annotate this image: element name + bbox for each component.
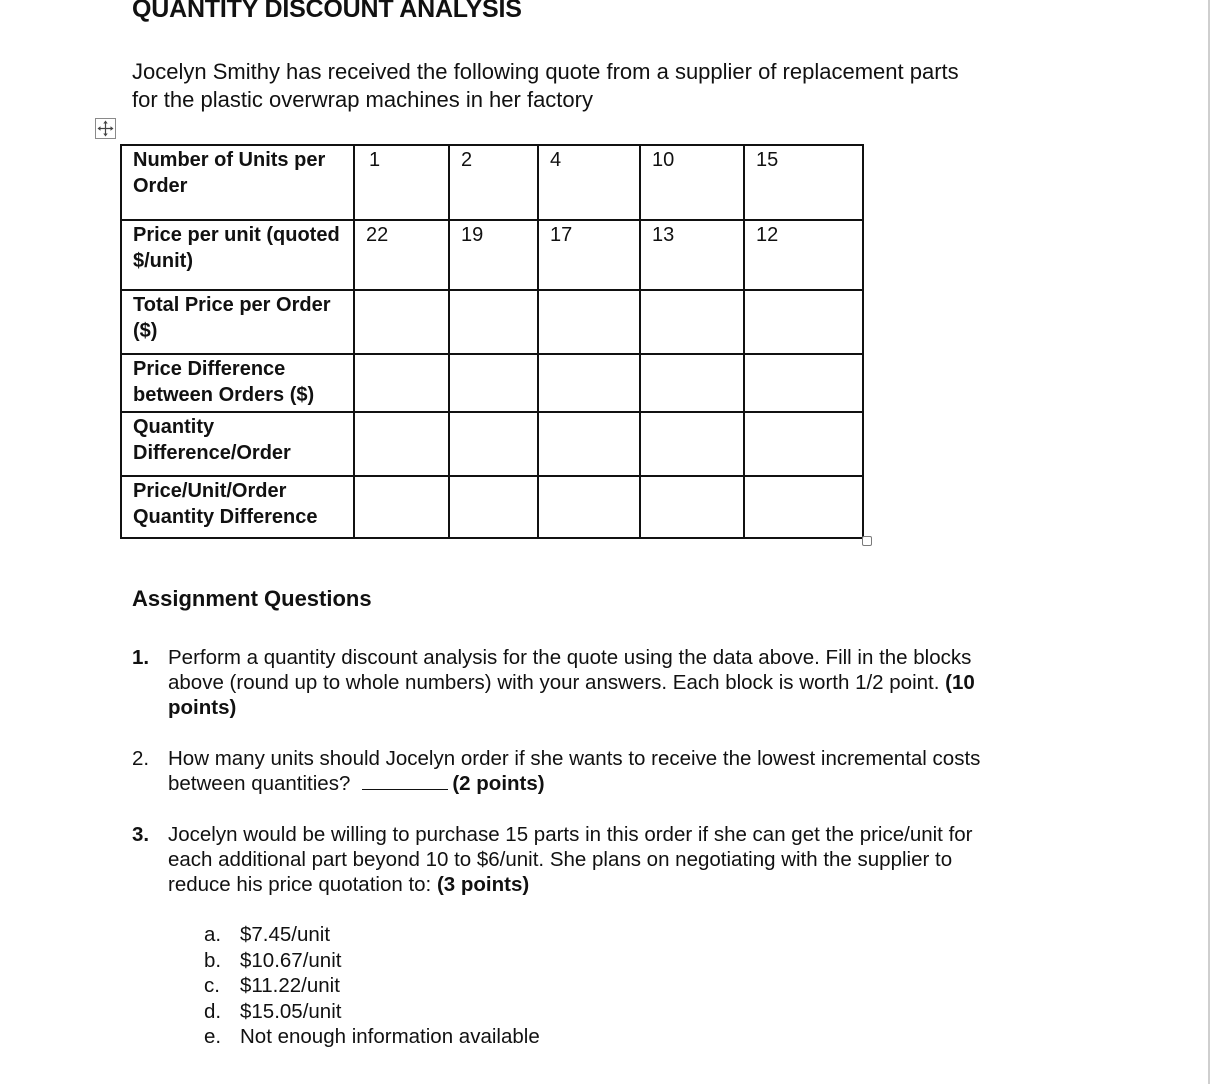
question-line xyxy=(168,670,1068,695)
question-number: 3. xyxy=(132,823,150,846)
table-cell[interactable] xyxy=(744,290,863,354)
table-cell[interactable] xyxy=(354,290,449,354)
points-label: (10 xyxy=(945,671,975,694)
table-cell[interactable] xyxy=(538,354,640,412)
question-line xyxy=(168,695,1068,720)
intro-paragraph xyxy=(132,58,1062,114)
question-line: Jocelyn would be willing to purchase 15 parts in this order if she can get the price/unit for xyxy=(168,823,973,846)
table-cell[interactable] xyxy=(744,476,863,538)
table-cell[interactable] xyxy=(640,476,744,538)
option-text: $10.67/unit xyxy=(240,948,342,972)
table-cell[interactable]: 10 xyxy=(640,145,744,220)
option-letter: c. xyxy=(204,974,220,997)
question-line: How many units should Jocelyn order if she wants to receive the lowest incremental costs xyxy=(168,747,981,770)
intro-line: Jocelyn Smithy has received the following quote from a supplier of replacement parts xyxy=(132,59,959,84)
table-cell[interactable] xyxy=(640,412,744,476)
table-cell[interactable] xyxy=(538,412,640,476)
quote-table xyxy=(120,144,864,539)
question-number: 2. xyxy=(132,747,150,770)
document-title: QUANTITY DISCOUNT ANALYSIS xyxy=(132,0,522,23)
option-letter: d. xyxy=(204,999,222,1023)
row-label: Price/Unit/Order Quantity Difference xyxy=(121,476,354,538)
table-cell[interactable] xyxy=(354,412,449,476)
table-cell[interactable]: 22 xyxy=(354,220,449,290)
question-text: between quantities? xyxy=(168,772,351,795)
table-cell[interactable] xyxy=(354,354,449,412)
answer-options xyxy=(204,922,540,1050)
option-text: $15.05/unit xyxy=(240,999,342,1023)
table-row xyxy=(121,290,863,354)
question-number: 1. xyxy=(132,646,150,669)
table-cell[interactable]: 4 xyxy=(538,145,640,220)
table-row xyxy=(121,354,863,412)
question-line: each additional part beyond 10 to $6/unit. She plans on negotiating with the supplier to xyxy=(168,848,953,871)
table-cell[interactable] xyxy=(538,476,640,538)
table-row xyxy=(121,476,863,538)
table-cell[interactable]: 15 xyxy=(744,145,863,220)
table-row xyxy=(121,412,863,476)
option-letter: e. xyxy=(204,1025,222,1048)
option-letter: a. xyxy=(204,923,222,946)
table-cell[interactable] xyxy=(354,476,449,538)
assignment-heading: Assignment Questions xyxy=(132,586,372,611)
option-text: $11.22/unit xyxy=(240,974,340,997)
question-line xyxy=(168,771,1068,796)
option-e xyxy=(204,1024,540,1050)
option-d xyxy=(204,999,540,1025)
question-text: above (round up to whole numbers) with your answers. Each block is worth 1/2 point. xyxy=(168,671,946,694)
points-label: points) xyxy=(168,696,237,719)
row-label: Number of Units per Order xyxy=(121,145,354,220)
row-label: Price Difference between Orders ($) xyxy=(121,354,354,412)
table-cell[interactable] xyxy=(640,290,744,354)
table-cell[interactable]: 17 xyxy=(538,220,640,290)
table-cell[interactable]: 1 xyxy=(354,145,449,220)
intro-line: for the plastic overwrap machines in her factory xyxy=(132,87,593,112)
row-label: Price per unit (quoted $/unit) xyxy=(121,220,354,290)
table-cell[interactable]: 13 xyxy=(640,220,744,290)
points-label: (2 points) xyxy=(452,772,545,795)
table-cell[interactable] xyxy=(538,290,640,354)
row-label: Quantity Difference/Order xyxy=(121,412,354,476)
table-resize-handle[interactable] xyxy=(862,536,872,546)
question-line: Perform a quantity discount analysis for the quote using the data above. Fill in the blocks xyxy=(168,646,972,669)
question-line xyxy=(168,872,1068,897)
row-label: Total Price per Order ($) xyxy=(121,290,354,354)
table-cell[interactable] xyxy=(744,412,863,476)
table-row xyxy=(121,220,863,290)
table-cell[interactable] xyxy=(449,290,538,354)
table-cell[interactable] xyxy=(449,476,538,538)
option-text: Not enough information available xyxy=(240,1025,540,1048)
table-cell[interactable] xyxy=(640,354,744,412)
table-cell[interactable]: 19 xyxy=(449,220,538,290)
table-cell[interactable]: 2 xyxy=(449,145,538,220)
option-a xyxy=(204,922,540,948)
table-cell[interactable]: 12 xyxy=(744,220,863,290)
option-letter: b. xyxy=(204,948,222,972)
question-text: reduce his price quotation to: xyxy=(168,873,437,896)
option-c xyxy=(204,973,540,999)
table-move-handle-icon[interactable] xyxy=(95,118,116,139)
points-label: (3 points) xyxy=(436,873,530,896)
option-text: $7.45/unit xyxy=(240,923,331,946)
table-cell[interactable] xyxy=(744,354,863,412)
option-b xyxy=(204,948,540,974)
page-edge xyxy=(1208,0,1210,1084)
answer-blank[interactable] xyxy=(362,773,448,790)
table-cell[interactable] xyxy=(449,412,538,476)
table-row xyxy=(121,145,863,220)
table-cell[interactable] xyxy=(449,354,538,412)
